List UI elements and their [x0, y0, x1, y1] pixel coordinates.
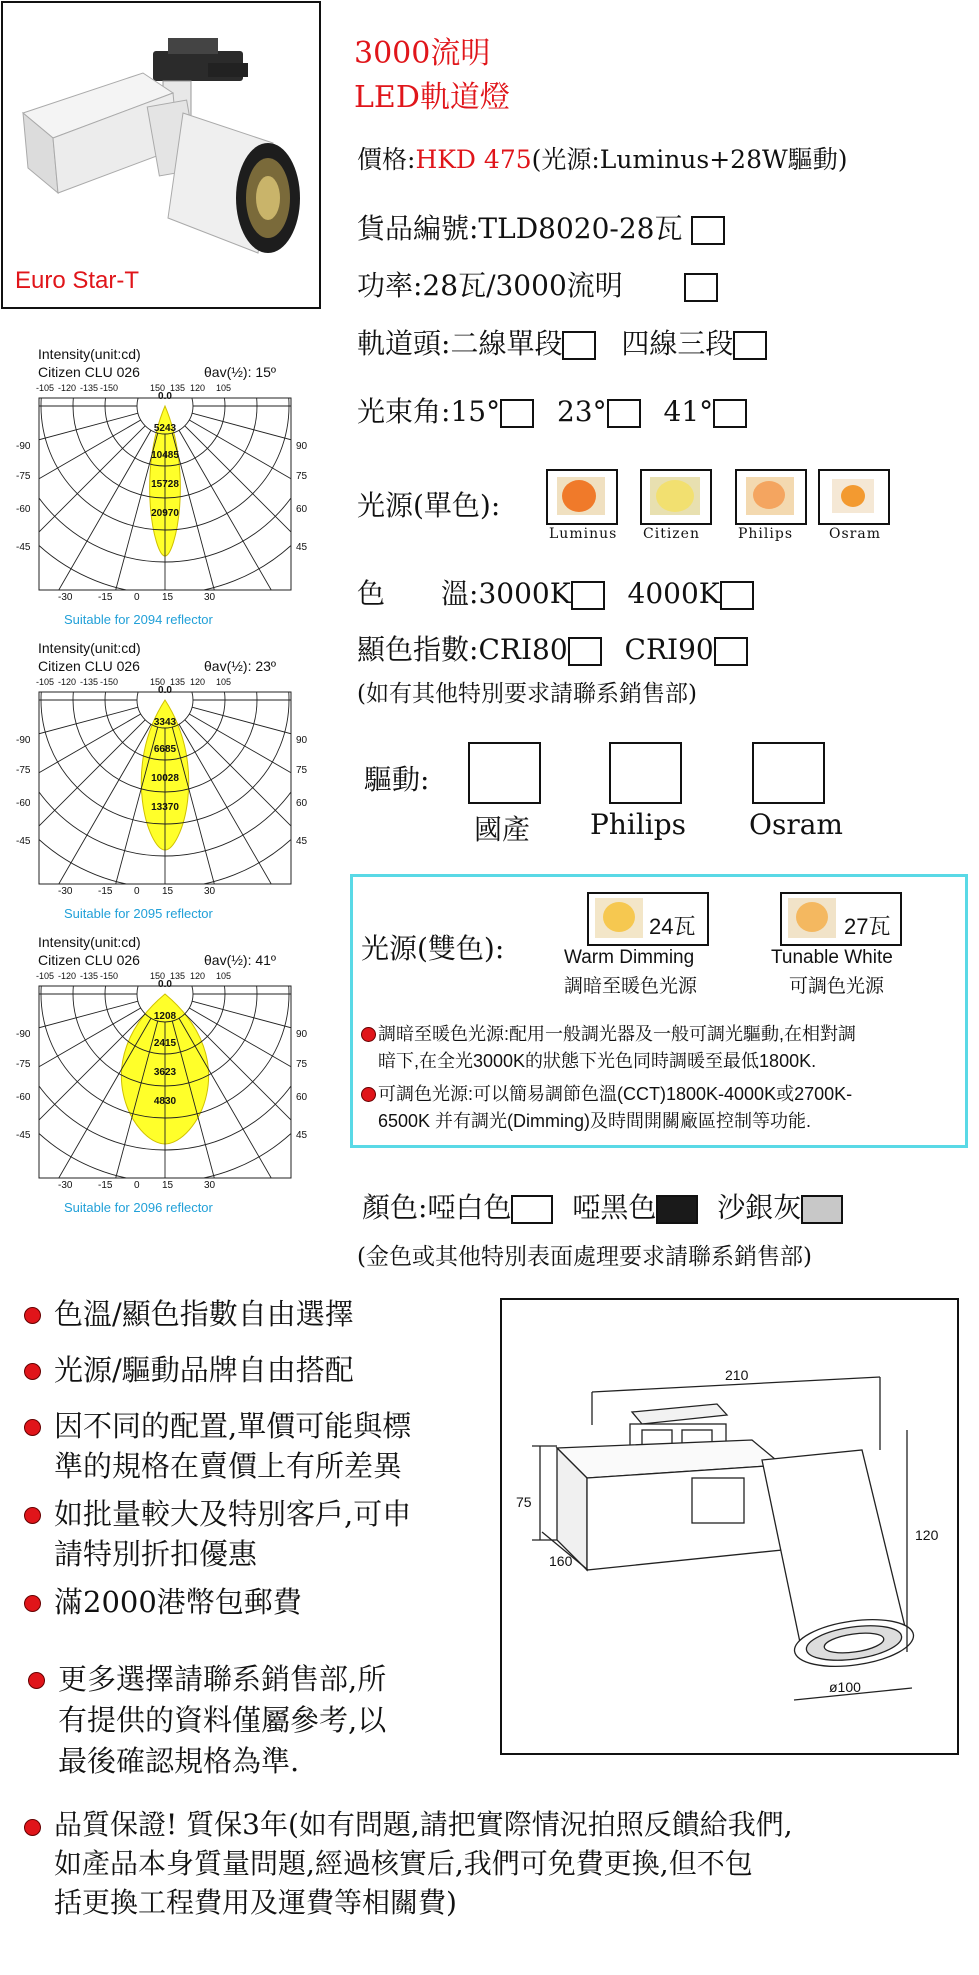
polar-left-tick: -75 — [16, 471, 31, 482]
polar-right-tick: 45 — [296, 836, 308, 847]
bullet-6-line2: 有提供的資料僅屬參考,以 — [58, 1703, 387, 1737]
tunable-en-label: Tunable White — [771, 947, 893, 968]
polar-chart-23 — [16, 640, 308, 930]
cri-row — [357, 628, 748, 668]
driver-label: 驅動: — [364, 763, 430, 796]
chip-philips[interactable] — [735, 469, 807, 525]
polar-top-tick: -120 — [58, 971, 77, 981]
polar-right-tick: 45 — [296, 1130, 308, 1141]
polar-top-tick: -135 — [80, 677, 99, 687]
polar-top-tick: 105 — [216, 383, 232, 393]
beam-23: 23° — [556, 395, 607, 428]
polar-angle: θav(½): 23º — [204, 658, 277, 674]
polar-spoke — [34, 1001, 138, 1061]
bullet-dot-2 — [24, 1363, 41, 1380]
polar-caption: Suitable for 2094 reflector — [64, 612, 213, 627]
polar-spoke — [34, 420, 141, 536]
chip-philips-label: Philips — [738, 526, 794, 542]
warm-dimming-chip[interactable] — [587, 892, 709, 946]
dimension-drawing — [500, 1298, 959, 1755]
power-value: 功率:28瓦/3000流明 — [357, 269, 623, 302]
polar-left-tick: -75 — [16, 765, 31, 776]
polar-top-tick: 135 — [170, 383, 186, 393]
polar-top-tick: 150 — [150, 677, 166, 687]
polar-right-tick: 45 — [296, 542, 308, 553]
warm-watt: 24瓦 — [649, 914, 696, 939]
driver-osram-label: Osram — [749, 808, 843, 841]
polar-bottom-tick: 15 — [162, 886, 174, 897]
bullet-dot-1 — [24, 1307, 41, 1324]
tunable-white-chip[interactable] — [780, 892, 902, 946]
polar-left-tick: -60 — [16, 1092, 31, 1103]
cri-90: CRI90 — [624, 633, 714, 666]
polar-left-tick: -45 — [16, 542, 31, 553]
polar-bottom-tick: -30 — [58, 592, 73, 603]
cct-4000: 4000K — [627, 577, 720, 610]
product-photo-frame — [1, 1, 321, 309]
bullet-6-line3: 最後確認規格為準. — [58, 1744, 300, 1778]
dim-height-body: 75 — [516, 1494, 532, 1510]
polar-spoke — [192, 413, 296, 473]
dim-depth: 160 — [549, 1553, 573, 1569]
polar-model: Citizen CLU 026 — [38, 658, 140, 674]
item-number-row — [357, 207, 725, 247]
polar-angle: θav(½): 41º — [204, 952, 277, 968]
bullet-1-line1: 色溫/顯色指數自由選擇 — [54, 1297, 354, 1331]
price-value: HKD 475 — [415, 145, 532, 174]
polar-right-tick: 60 — [296, 798, 308, 809]
polar-bottom-tick: 30 — [204, 592, 216, 603]
driver-domestic-label: 國產 — [474, 813, 531, 846]
polar-top-tick: -105 — [36, 971, 55, 981]
bullet-dot-5 — [24, 1595, 41, 1612]
color-label: 顏色: — [362, 1191, 428, 1224]
polar-spoke — [34, 707, 138, 767]
polar-model: Citizen CLU 026 — [38, 364, 140, 380]
beam-label: 光束角: — [357, 395, 451, 428]
polar-left-tick: -75 — [16, 1059, 31, 1070]
polar-top-tick: 120 — [190, 677, 206, 687]
item-number-checkbox[interactable] — [691, 216, 725, 245]
polar-ring-value: 5243 — [153, 423, 177, 434]
bullet-2-line1: 光源/驅動品牌自由搭配 — [54, 1353, 354, 1387]
beam-angle-row — [357, 390, 747, 430]
polar-ring-value: 0.0 — [158, 685, 172, 696]
driver-osram-checkbox[interactable] — [752, 742, 825, 804]
track-light-photo — [3, 3, 319, 307]
polar-chart-15 — [16, 346, 308, 636]
cri-80: CRI80 — [478, 633, 568, 666]
driver-philips-label: Philips — [590, 808, 687, 841]
polar-ring-value: 0.0 — [158, 979, 172, 990]
polar-ring-value: 3623 — [153, 1067, 177, 1078]
bullet-dot-3 — [24, 1419, 41, 1436]
color-note: (金色或其他特別表面處理要求請聯系銷售部) — [357, 1244, 812, 1270]
price-label: 價格: — [357, 145, 416, 174]
warranty-line3: 括更換工程費用及運費等相關費) — [54, 1886, 457, 1919]
polar-top-tick: -105 — [36, 383, 55, 393]
beam-41: 41° — [663, 395, 714, 428]
polar-bottom-tick: 0 — [134, 886, 140, 897]
polar-top-tick: 135 — [170, 971, 186, 981]
polar-spoke — [34, 413, 138, 473]
polar-spoke — [192, 707, 296, 767]
power-row — [357, 264, 718, 304]
note2-line1: 可調色光源:可以簡易調節色溫(CCT)1800K-4000K或2700K- — [378, 1084, 853, 1104]
polar-bottom-tick: -30 — [58, 1180, 73, 1191]
item-number: 貨品編號:TLD8020-28瓦 — [357, 212, 683, 245]
polar-bottom-tick: 0 — [134, 1180, 140, 1191]
polar-model: Citizen CLU 026 — [38, 952, 140, 968]
note2-line2: 6500K 并有調光(Dimming)及時間開關廠區控制等功能. — [378, 1111, 812, 1131]
lumens-title: 3000流明 — [354, 36, 491, 71]
tunable-watt: 27瓦 — [844, 914, 891, 939]
polar-caption: Suitable for 2096 reflector — [64, 1200, 213, 1215]
price-row — [357, 140, 847, 176]
polar-bottom-tick: -15 — [98, 592, 113, 603]
polar-top-tick: -150 — [100, 677, 119, 687]
color-white-swatch[interactable] — [511, 1195, 553, 1224]
polar-spoke — [179, 430, 295, 626]
beam-15-checkbox[interactable] — [500, 399, 534, 428]
color-silver-swatch[interactable] — [801, 1195, 843, 1224]
chip-luminus[interactable] — [546, 469, 618, 525]
chip-osram-label: Osram — [829, 526, 881, 542]
polar-title: Intensity(unit:cd) — [38, 640, 141, 656]
polar-left-tick: -90 — [16, 1029, 31, 1040]
cct-3000-checkbox[interactable] — [571, 581, 605, 610]
polar-right-tick: 60 — [296, 504, 308, 515]
track-2wire-checkbox[interactable] — [562, 331, 596, 360]
note1-bullet — [361, 1027, 376, 1042]
polar-bottom-tick: 0 — [134, 592, 140, 603]
color-black: 啞黑色 — [572, 1191, 657, 1224]
cct-4000-checkbox[interactable] — [720, 581, 754, 610]
polar-spoke — [34, 714, 141, 830]
polar-spoke — [34, 720, 145, 884]
polar-plot — [34, 974, 296, 1214]
polar-caption: Suitable for 2095 reflector — [64, 906, 213, 921]
polar-right-tick: 90 — [296, 441, 308, 452]
cct-row — [357, 572, 754, 612]
polar-ring-value: 13370 — [151, 802, 179, 813]
polar-top-tick: -135 — [80, 383, 99, 393]
warranty-line2: 如產品本身質量問題,經過核實后,我們可免費更換,但不包 — [54, 1847, 753, 1880]
polar-plot — [34, 386, 296, 626]
polar-left-tick: -45 — [16, 836, 31, 847]
polar-bottom-tick: 15 — [162, 1180, 174, 1191]
polar-spoke — [189, 714, 296, 830]
beam-41-checkbox[interactable] — [713, 399, 747, 428]
cri-80-checkbox[interactable] — [568, 637, 602, 666]
color-white: 啞白色 — [427, 1191, 512, 1224]
polar-top-tick: 135 — [170, 677, 186, 687]
cct-label: 色 溫: — [357, 577, 479, 610]
polar-ring-value: 4830 — [153, 1096, 177, 1107]
color-silver: 沙銀灰 — [717, 1191, 802, 1224]
polar-left-tick: -45 — [16, 1130, 31, 1141]
chip-citizen-label: Citizen — [643, 526, 700, 542]
track-4wire-checkbox[interactable] — [733, 331, 767, 360]
polar-bottom-tick: -15 — [98, 1180, 113, 1191]
polar-bottom-tick: 30 — [204, 886, 216, 897]
polar-bottom-tick: -30 — [58, 886, 73, 897]
polar-top-tick: -105 — [36, 677, 55, 687]
polar-spoke — [179, 724, 295, 920]
polar-right-tick: 75 — [296, 765, 308, 776]
polar-ring-value: 10028 — [151, 773, 179, 784]
polar-spoke — [192, 1001, 296, 1061]
polar-ring-value: 0.0 — [158, 391, 172, 402]
bullet-4-line2: 請特別折扣優惠 — [54, 1537, 258, 1571]
polar-right-tick: 90 — [296, 1029, 308, 1040]
track-2wire: 二線單段 — [450, 327, 563, 360]
polar-spoke — [185, 426, 296, 590]
polar-bottom-tick: 15 — [162, 592, 174, 603]
polar-left-tick: -60 — [16, 504, 31, 515]
polar-ring-value: 1208 — [153, 1011, 177, 1022]
cri-90-checkbox[interactable] — [714, 637, 748, 666]
polar-right-tick: 90 — [296, 735, 308, 746]
cct-3000: 3000K — [478, 577, 571, 610]
brand-label: Euro Star-T — [15, 267, 140, 294]
polar-top-tick: 105 — [216, 677, 232, 687]
dual-source-label: 光源(雙色): — [361, 932, 505, 965]
chip-citizen[interactable] — [640, 469, 712, 525]
polar-ring-value: 2415 — [153, 1038, 177, 1049]
power-checkbox[interactable] — [684, 273, 718, 302]
dim-height-total: 120 — [915, 1527, 939, 1543]
polar-spoke — [34, 426, 145, 590]
chip-luminus-label: Luminus — [549, 526, 618, 542]
color-black-swatch[interactable] — [656, 1195, 698, 1224]
track-head-row — [357, 322, 767, 362]
polar-angle: θav(½): 15º — [204, 364, 277, 380]
polar-left-tick: -90 — [16, 441, 31, 452]
polar-top-tick: 105 — [216, 971, 232, 981]
polar-top-tick: -120 — [58, 677, 77, 687]
polar-ring-value: 15728 — [151, 479, 179, 490]
bullet-4-line1: 如批量較大及特別客戶,可申 — [54, 1497, 412, 1531]
polar-ring-value: 6685 — [153, 744, 177, 755]
warranty-bullet — [24, 1819, 41, 1836]
polar-top-tick: 120 — [190, 971, 206, 981]
polar-top-tick: 120 — [190, 383, 206, 393]
polar-plot — [34, 680, 296, 920]
polar-top-tick: -135 — [80, 971, 99, 981]
polar-bottom-tick: -15 — [98, 886, 113, 897]
product-type-title: LED軌道燈 — [354, 80, 510, 115]
price-note: (光源:Luminus+28W驅動) — [531, 145, 848, 174]
warm-zh-label: 調暗至暖色光源 — [564, 976, 698, 997]
polar-ring-value: 20970 — [151, 508, 179, 519]
chip-osram[interactable] — [818, 469, 890, 525]
bullet-dot-6 — [28, 1672, 45, 1689]
polar-top-tick: -150 — [100, 971, 119, 981]
driver-philips-checkbox[interactable] — [609, 742, 682, 804]
bullet-6-line1: 更多選擇請聯系銷售部,所 — [58, 1662, 387, 1696]
polar-top-tick: 150 — [150, 971, 166, 981]
polar-spoke — [189, 420, 296, 536]
polar-spoke — [185, 720, 296, 884]
driver-domestic-checkbox[interactable] — [468, 742, 541, 804]
polar-right-tick: 60 — [296, 1092, 308, 1103]
tunable-zh-label: 可調色光源 — [789, 976, 885, 997]
polar-ring-value: 3343 — [153, 717, 177, 728]
polar-left-tick: -60 — [16, 798, 31, 809]
special-request-note: (如有其他特別要求請聯系銷售部) — [357, 681, 697, 707]
bullet-5-line1: 滿2000港幣包郵費 — [54, 1585, 302, 1619]
polar-top-tick: 150 — [150, 383, 166, 393]
warranty-line1: 品質保證! 質保3年(如有問題,請把實際情況拍照反饋給我們, — [54, 1808, 793, 1841]
bullet-3-line2: 準的規格在賣價上有所差異 — [54, 1449, 403, 1483]
track-4wire: 四線三段 — [621, 327, 734, 360]
dual-source-panel — [350, 874, 968, 1148]
note1-line1: 調暗至暖色光源:配用一般調光器及一般可調光驅動,在相對調 — [378, 1024, 856, 1044]
polar-ring-value: 10485 — [151, 450, 179, 461]
dim-width: 210 — [725, 1367, 749, 1383]
polar-right-tick: 75 — [296, 1059, 308, 1070]
polar-top-tick: -150 — [100, 383, 119, 393]
cri-label: 顯色指數: — [357, 633, 479, 666]
note1-line2: 暗下,在全光3000K的狀態下光色同時調暖至最低1800K. — [378, 1051, 817, 1071]
bullet-dot-4 — [24, 1507, 41, 1524]
beam-23-checkbox[interactable] — [607, 399, 641, 428]
color-row — [362, 1186, 843, 1226]
polar-title: Intensity(unit:cd) — [38, 934, 141, 950]
polar-top-tick: -120 — [58, 383, 77, 393]
warm-en-label: Warm Dimming — [564, 947, 695, 968]
beam-15: 15° — [450, 395, 501, 428]
track-head-label: 軌道頭: — [357, 327, 451, 360]
polar-bottom-tick: 30 — [204, 1180, 216, 1191]
note2-bullet — [361, 1087, 376, 1102]
dim-diameter: ø100 — [829, 1679, 861, 1695]
polar-title: Intensity(unit:cd) — [38, 346, 141, 362]
polar-left-tick: -90 — [16, 735, 31, 746]
polar-chart-41 — [16, 934, 308, 1224]
polar-right-tick: 75 — [296, 471, 308, 482]
bullet-3-line1: 因不同的配置,單價可能與標 — [54, 1409, 412, 1443]
polar-spoke — [172, 433, 232, 626]
source-mono-label: 光源(單色): — [357, 489, 501, 522]
